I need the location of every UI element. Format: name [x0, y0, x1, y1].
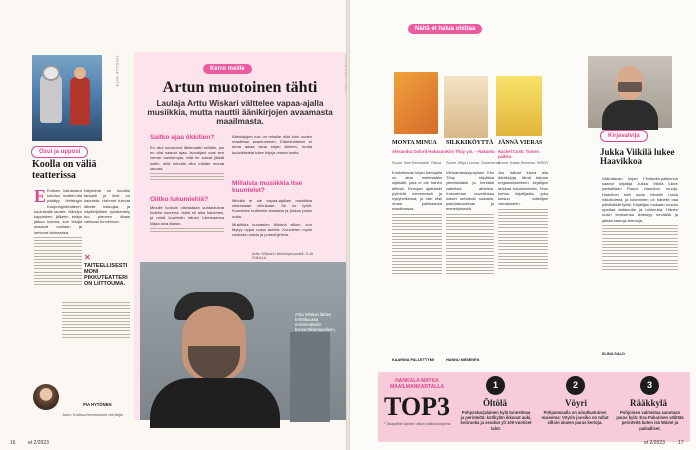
- top3-text-2: Pohjanmaalla on ainutlaatuinen maisema: Vöyrin jousiko on tullut silloin alueen paras kertoja.: [541, 410, 609, 426]
- rotated-section-label: TOISILLE MITÄ: [115, 55, 120, 88]
- book-cover-2: [444, 76, 488, 138]
- signoff-2: HANNU NIEMINEN: [446, 358, 480, 362]
- top3-num-2: 2: [566, 376, 585, 395]
- signature: PIA HYTÖNEN: [83, 402, 112, 407]
- book-author-2: Kim Thúy ym. – Rakastu: [446, 149, 495, 154]
- koolla-body-lines: [34, 237, 82, 285]
- portrait-caption: Arttu Wiskari lähtee helmikuussa ensimmäiselle konserttikiertueelleen.: [295, 312, 336, 332]
- body-col2b: Minulla ei ole vapaa-ajallani musiikkia oikeastaan ollenkaan. Se on työtä. Kuuntelen kuitenkin klassista ja joskus jotain uutta.: [232, 198, 312, 219]
- byline: Arttu Wiskarin äänikirjasuosikit: ILJA SIIKALA: [252, 252, 313, 260]
- q-musiikki: Millaista musiikkia itse kuuntelet?: [232, 180, 303, 195]
- top3-label: TOP3: [384, 392, 450, 421]
- body-col2c: Musiikkia kuuntelen lähinnä silloin, kun täytyy oppia uusia asioita. Kuuntelen myös radiosta uutisia ja puheohjelmia.: [232, 222, 312, 238]
- book-author-1: Alexandra Oxford Hakasuo: [392, 149, 446, 154]
- book-body-3: Jos haluat lukea alla äänikirjoja, tämä tarjoaa englanninkielisen kirjailijan tarkkaa havainnointia. Teos kertoo kirjailijasta, joka kutsuu taiteilijan vieraakseen.: [498, 170, 548, 360]
- top3-sub: * Tasapelille kahden viikon kulttuuriohjelma: [384, 422, 451, 426]
- pull-quote: ✕ TAITEELLISESTI MONI PIKKUTEATTERI ON LIITTOUMA.: [84, 253, 128, 287]
- arttu-deck: Laulaja Arttu Wiskari välttelee vapaa-ajalla musiikkia, mutta nauttii äänikirjojen avaamasta maailmasta.: [147, 98, 333, 127]
- book-body-1: Koskettavan kirjan kertojalla on aina mielessään sijaisäiti, joka ei ole hänen äitinsä. Kertojan ajatukset pyörivät menneessä ja nykyhetkessä, ja hän etsii omaa paikkaansa maailmassa.: [392, 170, 442, 360]
- jukka-photo: [588, 56, 672, 128]
- arttu-title: Artun muotoinen tähti: [162, 79, 318, 96]
- book-meta-2: Suom. Mirja Luoma. Gummerus: [446, 161, 500, 165]
- right-page-number: 17: [678, 440, 684, 446]
- right-page-footer: et 2/2023: [644, 440, 665, 446]
- quote-mark-icon: ✕: [84, 253, 91, 262]
- top3-num-1: 1: [486, 376, 505, 395]
- book-body-2: Vietnamilaissyntyinen Kim Thúy kirjoittaa ytimekkäästi ja herkästi vaikeista aiheista. Kokoelman novelleissa naiset selviävät sodasta, pakolaisuudesta ja menetyksestä.: [446, 170, 494, 360]
- left-page-number: 16: [10, 440, 16, 446]
- signature-sub: Juttu: Kulttuuriseminaarin vierailija: [62, 412, 123, 417]
- left-page-footer: et 2/2023: [28, 440, 49, 446]
- book-meta-3: Suom. Kaisa Sivenius. WSOY: [498, 161, 549, 165]
- body-col1b: Minulle luokuin oikeastaan suhtautuivat todella nuorena. Isäni oli aika lukumies, ja minä kuuntelin hänen lukemaansa kirjaa aina iltaisin.: [150, 205, 224, 247]
- kirjavalvija-pill: Kirjavalvija: [600, 130, 648, 142]
- book-title-2: SILKKIKÖYTTÄ: [446, 140, 494, 146]
- top3-kicker: HANKALA MATKA MAAILMANKARTALLA: [389, 378, 445, 390]
- right-page: [348, 0, 696, 450]
- book-author-3: Rachel Cusk: Toinen paikka: [498, 149, 540, 159]
- book-meta-1: Suom. Sari Karhulahti. Otava: [392, 161, 442, 165]
- body-col1: En ollut suostunut lähtemään mökille, jos en olisi saanut ajaa. Isovaljani ovat sen verran vanhempia, että he saivat jäädä kotiin, eikä minulla ollut mitään muuta seuraa.: [150, 145, 224, 195]
- top3-num-3: 3: [640, 376, 659, 395]
- top3-title-2: Vöyri: [565, 398, 587, 408]
- page-gutter: [346, 0, 350, 450]
- astronaut-photo: [32, 55, 102, 141]
- q-saitko: Saitko ajaa ökkitien?: [150, 134, 215, 141]
- signoff-1: KAARINA PALLETTYMI: [392, 358, 434, 362]
- arttu-portrait: [140, 262, 348, 420]
- signoff-3: ELINA SALO: [602, 352, 625, 356]
- book-cover-3: [496, 76, 542, 136]
- koolla-body-col2: Näytelmä on kuvattu tarkasti ja kieli on kaunista. Hahmot tulevat lähelle katsojaa, ja näyttelijöiden työskentely tuo pieneen tilaan valtavan tunnelman.: [84, 188, 130, 225]
- top3-text-1: Pohjoiskarjalainen kylä tunnelmaa ja perinteitä: kotikylän ikkunat auki, kotiruoka ja seudun yli 100-vuotiset talot.: [460, 410, 532, 431]
- top3-title-3: Rääkkylä: [630, 398, 668, 408]
- jukka-title: Jukka Viikilä lukee Haavikkoa: [600, 147, 675, 167]
- top3-text-3: Pohjoinen valmistaa sanotaan paras kylä: Esa Pakarinen välittää perinteitä kuten isä Wäinö ja paikalliset.: [616, 410, 684, 431]
- book-cover-1: [394, 72, 438, 134]
- koolla-body: E Entisen lukiolaisen kotoisa teatteri-ilta päättyy Helsingin Kaupunginteatterin kuuluisalle lavalle. Nähdyn kappaleen jälkeen esitys jatkuu kotona, kun tekijät avaavat rooliaan ja kertovat tarinaansa.: [34, 188, 82, 338]
- reviewer-avatar: [33, 384, 59, 410]
- q-olitko: Olitko lukumiehiä?: [150, 196, 209, 203]
- koolla-body-col2b: [62, 300, 130, 370]
- top3-title-1: Öltölä: [483, 398, 507, 408]
- book-title-3: JÄNNÄ VIERAS: [498, 140, 543, 146]
- kerro-meille-pill: Kerro meille: [203, 64, 252, 74]
- naita-pill: Näitä et halua ohittaa: [408, 24, 482, 34]
- book-title-1: MONTA MINUA: [392, 140, 437, 146]
- jukka-body: Vaikuttavan kirjan Finlandia-palkinnon saanut kirjailija Jukka Viikilä lukee parhaillaan Paavo Haavikon runoja. Haavikon kieli avaa hänelle uusia näkökulmia, ja lukeminen on hänelle osa päivittäistä työtä. Kirjailijan mukaan runous opettaa tarkkuutta ja rohkeutta. Hänen uusin teoksensa ilmestyy keväällä ja jatkaa samoja teemoja.: [602, 176, 678, 346]
- body-col2: Äänikirjojen tulo on minulle ollut kuin uuden maailman avautuminen. Elämäntilanne ei anna aikaa istua kirjan ääreen, mutta kuulokkeista tulee kirjoja monta tuntia.: [232, 134, 312, 155]
- osui-ja-upposi-pill: Osui ja upposi: [31, 146, 88, 158]
- koolla-title: Koolla on väliä teatterissa: [32, 159, 97, 181]
